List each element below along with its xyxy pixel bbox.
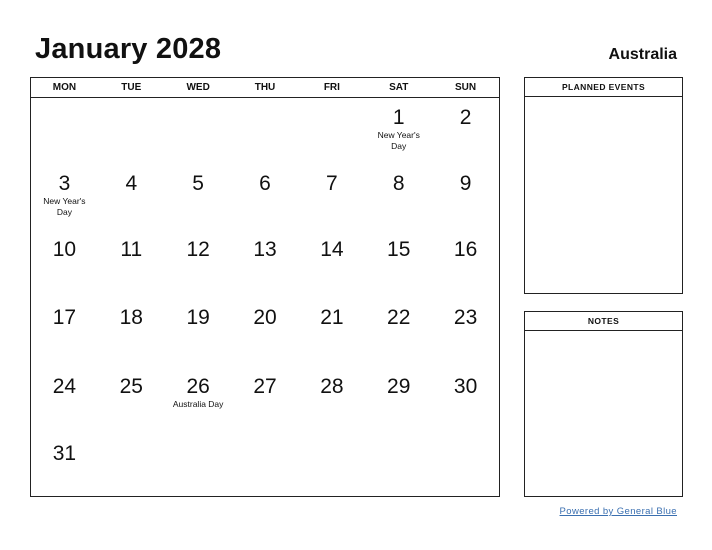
day-number: 14 [320, 238, 344, 261]
day-number: 26 [186, 375, 210, 398]
day-number: 11 [120, 238, 143, 261]
holiday-label: New Year's Day [43, 196, 86, 217]
day-cell [432, 298, 499, 367]
day-number: 18 [119, 306, 143, 329]
day-cell [365, 230, 432, 298]
day-cell [232, 98, 299, 164]
day-number: 12 [186, 238, 210, 261]
day-cell [165, 367, 232, 434]
day-number: 8 [392, 172, 405, 195]
day-cell [298, 434, 365, 496]
day-number: 17 [52, 306, 77, 329]
calendar-grid [30, 77, 500, 497]
day-cell [365, 367, 432, 434]
day-number: 29 [387, 375, 411, 398]
weekday-label: SUN [455, 82, 477, 93]
day-cell [31, 434, 98, 496]
day-number: 16 [453, 238, 478, 261]
holiday-label: New Year's Day [377, 130, 420, 151]
day-cell [98, 164, 165, 230]
day-cell [98, 298, 165, 367]
day-cell [165, 98, 232, 164]
day-number: 30 [453, 375, 478, 398]
day-number: 6 [259, 172, 271, 195]
day-cell [298, 298, 365, 367]
day-number: 7 [326, 172, 338, 195]
day-number: 27 [253, 375, 277, 398]
planned-events-panel [524, 77, 683, 294]
day-cell [232, 298, 299, 367]
day-number: 1 [392, 106, 405, 129]
day-cell [31, 230, 98, 298]
weekday-label: TUE [121, 82, 142, 93]
day-number: 21 [320, 306, 344, 329]
country-label: Australia [608, 46, 677, 63]
day-cell [31, 98, 98, 164]
day-cell [365, 164, 432, 230]
day-cell [31, 298, 98, 367]
day-number: 22 [387, 306, 411, 329]
day-cell [165, 298, 232, 367]
day-cell [232, 164, 299, 230]
day-cell [298, 164, 365, 230]
day-number: 13 [253, 238, 277, 261]
weekday-label: FRI [323, 82, 340, 93]
day-cell [432, 230, 499, 298]
day-cell [31, 164, 98, 230]
day-cell [365, 434, 432, 496]
day-number: 10 [52, 238, 77, 261]
day-number: 31 [52, 442, 77, 465]
day-cell [31, 367, 98, 434]
day-number: 19 [186, 306, 210, 329]
notes-title: NOTES [525, 312, 682, 331]
weekday-label: SAT [389, 82, 409, 93]
weekday-label: THU [254, 82, 276, 93]
day-number: 25 [119, 375, 143, 398]
notes-panel [524, 311, 683, 497]
day-cell [432, 98, 499, 164]
day-number: 24 [52, 375, 77, 398]
week-row [31, 367, 499, 434]
day-number: 5 [192, 172, 204, 195]
day-number: 28 [320, 375, 344, 398]
holiday-label: Australia Day [172, 399, 224, 409]
weekday-label: WED [186, 82, 210, 93]
day-number: 20 [253, 306, 277, 329]
day-cell [298, 98, 365, 164]
day-cell [98, 367, 165, 434]
day-cell [365, 98, 432, 164]
day-cell [98, 434, 165, 496]
weekday-header-row [31, 78, 499, 98]
weekday-label: MON [52, 82, 77, 93]
day-number: 3 [58, 172, 71, 195]
week-row [31, 230, 499, 298]
day-number: 23 [453, 306, 478, 329]
calendar-weeks [31, 98, 499, 496]
day-cell [165, 164, 232, 230]
day-cell [432, 367, 499, 434]
day-cell [165, 434, 232, 496]
week-row [31, 164, 499, 230]
day-cell [232, 434, 299, 496]
day-cell [98, 98, 165, 164]
powered-by-link[interactable]: Powered by General Blue [559, 506, 677, 517]
planned-events-title: PLANNED EVENTS [525, 78, 682, 97]
day-number: 9 [459, 172, 472, 195]
day-cell [298, 367, 365, 434]
week-row [31, 298, 499, 367]
day-number: 15 [387, 238, 411, 261]
page-title: January 2028 [35, 33, 222, 65]
day-cell [432, 164, 499, 230]
day-cell [298, 230, 365, 298]
day-number: 2 [459, 106, 472, 129]
day-cell [232, 230, 299, 298]
day-cell [365, 298, 432, 367]
week-row [31, 98, 499, 164]
week-row [31, 434, 499, 496]
day-cell [232, 367, 299, 434]
day-cell [165, 230, 232, 298]
day-number: 4 [125, 172, 138, 195]
day-cell [432, 434, 499, 496]
day-cell [98, 230, 165, 298]
